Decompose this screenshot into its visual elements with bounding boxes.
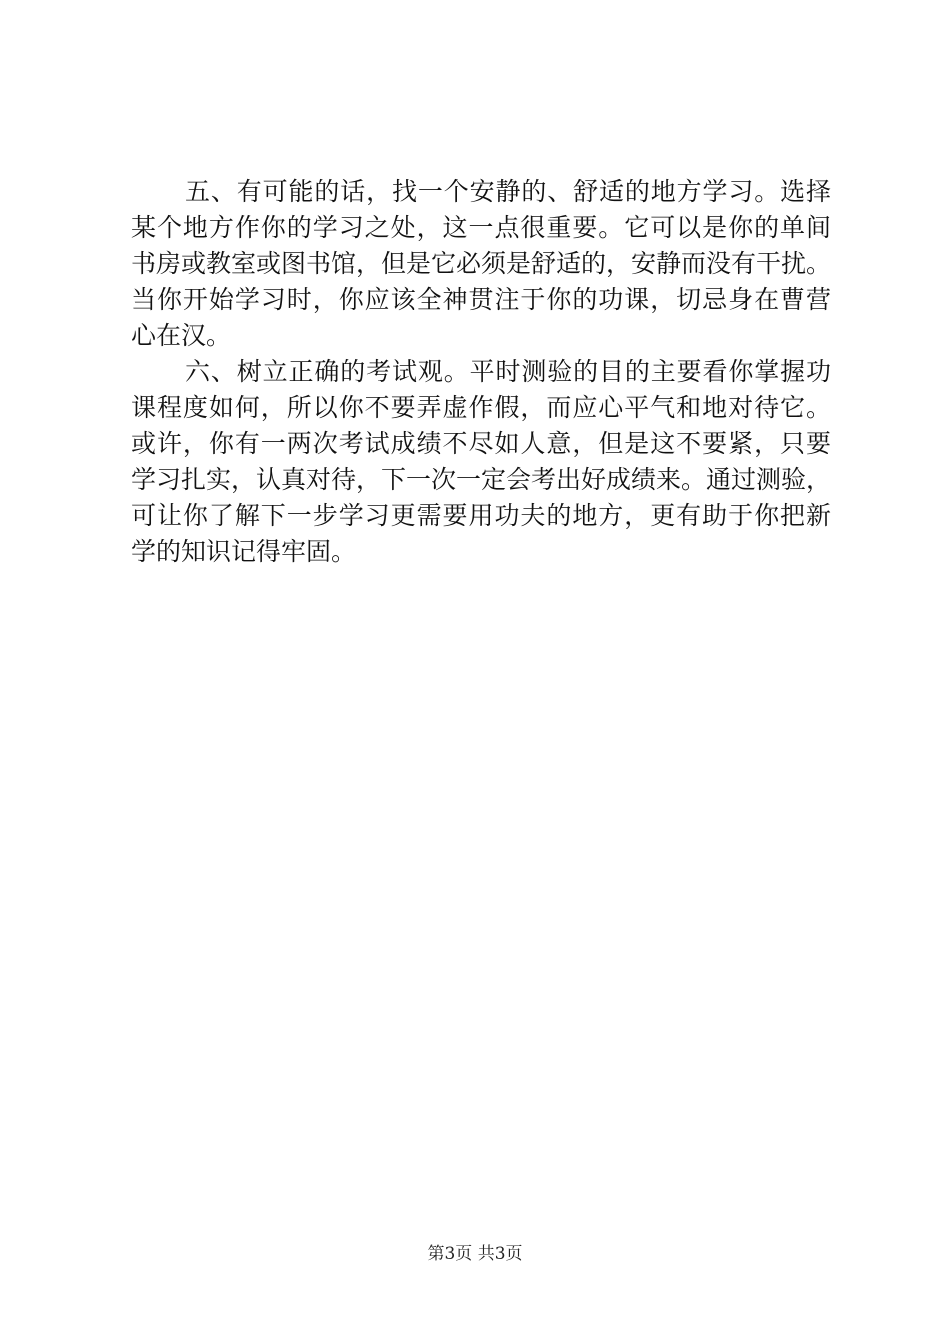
text-line: 五、有可能的话，找一个安静的、舒适的地方学习。选择 [185, 177, 831, 206]
text-line: 书房或教室或图书馆，但是它必须是舒适的，安静而没有干扰。 [131, 249, 832, 278]
text-line: 当你开始学习时，你应该全神贯注于你的功课，切忌身在曹营 [131, 285, 831, 314]
text-line: 心在汉。 [131, 321, 232, 350]
text-line: 六、树立正确的考试观。平时测验的目的主要看你掌握功 [185, 357, 831, 386]
paragraph-5 [131, 174, 831, 354]
text-line: 某个地方作你的学习之处，这一点很重要。它可以是你的单间 [131, 213, 831, 242]
page-number-footer: 第3页 共3页 [427, 1244, 523, 1264]
text-line: 可让你了解下一步学习更需要用功夫的地方，更有助于你把新 [131, 501, 831, 530]
document-body [131, 174, 831, 570]
text-line: 学习扎实，认真对待，下一次一定会考出好成绩来。通过测验， [131, 465, 832, 494]
text-line: 或许，你有一两次考试成绩不尽如人意，但是这不要紧，只要 [131, 429, 831, 458]
text-line: 学的知识记得牢固。 [131, 537, 357, 566]
text-line: 课程度如何，所以你不要弄虚作假，而应心平气和地对待它。 [131, 393, 831, 422]
paragraph-6 [131, 354, 831, 570]
